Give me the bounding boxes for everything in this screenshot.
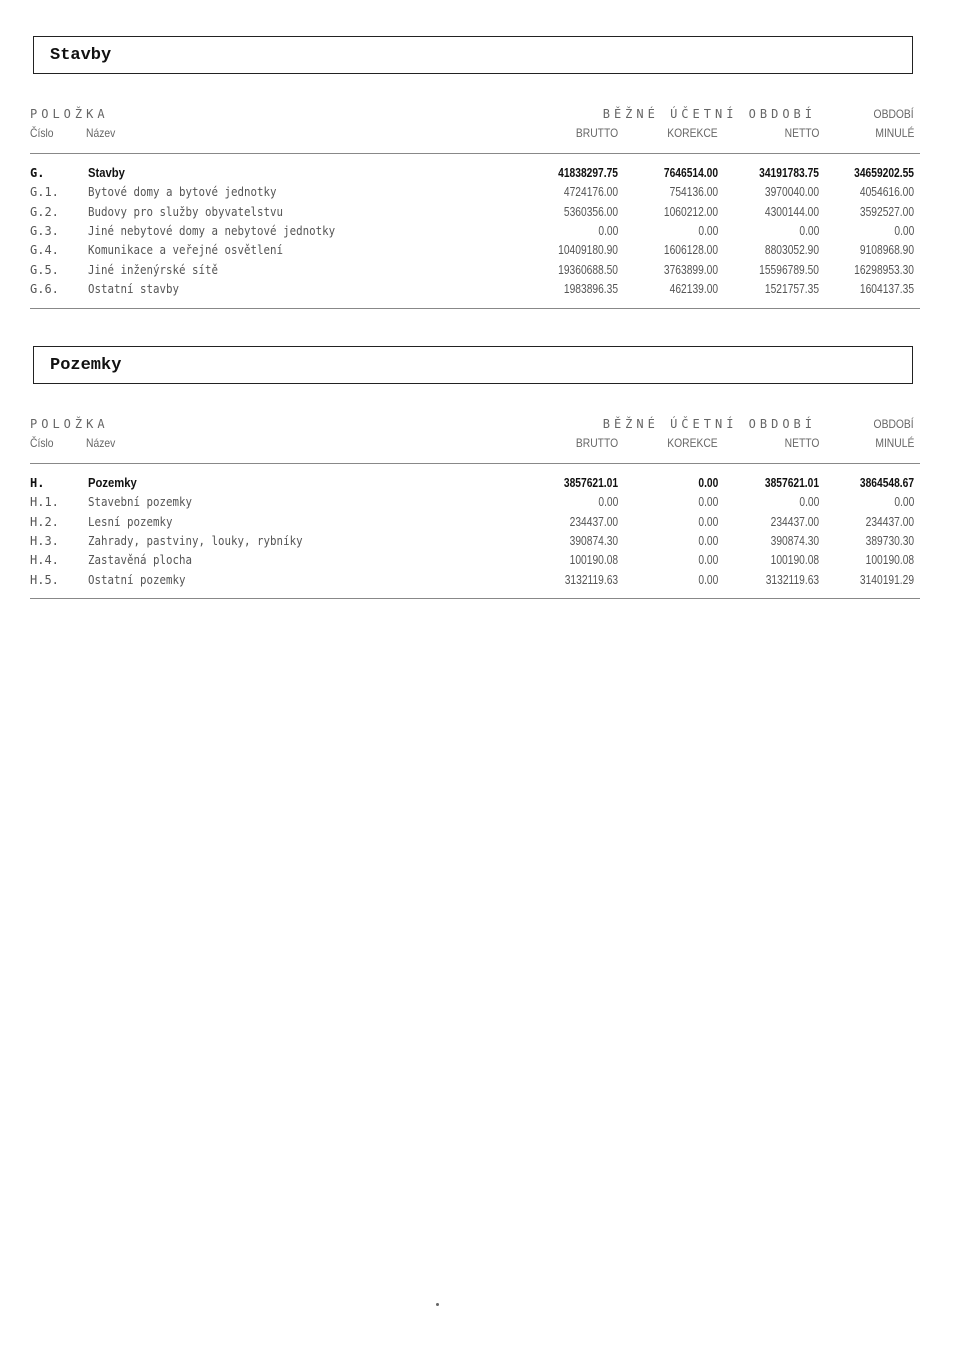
header-rule [30,463,920,464]
row-name: Ostatní stavby [88,281,180,296]
table-row [30,241,920,260]
row-code: G.2. [30,204,59,219]
header-brutto: BRUTTO [575,126,618,140]
section-title: Pozemky [50,356,122,375]
table-row [30,203,920,222]
row-minule: 1604137.35 [859,281,914,296]
row-minule: 234437.00 [865,514,914,529]
row-name: Stavební pozemky [88,495,193,510]
row-code: H.1. [30,495,59,510]
table-row [30,551,920,570]
row-brutto: 0.00 [598,223,618,238]
header-cislo: Číslo [30,126,54,140]
table-row [30,280,920,299]
header-nazev: Název [86,436,116,450]
row-name: Ostatní pozemky [88,572,186,587]
header-rule [30,153,920,154]
table-row [30,493,920,512]
header-netto: NETTO [784,126,819,140]
row-brutto: 5360356.00 [563,204,618,219]
row-code: G.4. [30,243,59,258]
row-code: H.4. [30,553,59,568]
row-korekce: 1060212.00 [663,204,718,219]
header-minule: MINULÉ [875,436,914,450]
section-title-box [33,36,913,74]
row-code: G.1. [30,185,59,200]
table-header [30,417,920,457]
row-name: Stavby [88,166,125,180]
header-obdobi: OBDOBÍ [873,107,914,121]
header-brutto: BRUTTO [575,436,618,450]
section-title: Stavby [50,46,112,65]
row-minule: 16298953.30 [854,262,914,277]
table-row [30,183,920,202]
row-brutto: 3132119.63 [564,572,618,587]
row-minule: 4054616.00 [859,185,914,200]
row-minule: 3140191.29 [859,572,914,587]
row-netto: 3132119.63 [765,572,819,587]
row-code: H.3. [30,533,59,548]
row-netto: 15596789.50 [759,262,819,277]
table-row [30,474,920,493]
table-row [30,164,920,183]
footer-rule [30,598,920,599]
row-korekce: 0.00 [698,533,718,548]
row-netto: 8803052.90 [764,243,819,258]
row-brutto: 234437.00 [569,514,618,529]
row-brutto: 100190.08 [569,553,618,568]
header-korekce: KOREKCE [667,436,718,450]
row-brutto: 1983896.35 [563,281,618,296]
row-code: H. [30,476,45,490]
row-netto: 3970040.00 [764,185,819,200]
row-korekce: 0.00 [698,514,718,529]
row-minule: 9108968.90 [859,243,914,258]
row-netto: 390874.30 [770,533,819,548]
row-minule: 3592527.00 [859,204,914,219]
row-korekce: 3763899.00 [663,262,718,277]
row-minule: 0.00 [894,223,914,238]
row-korekce: 462139.00 [669,281,718,296]
table-row [30,222,920,241]
row-name: Zastavěná plocha [88,553,193,568]
row-netto: 100190.08 [770,553,819,568]
footer-rule [30,308,920,309]
header-polozka: POLOŽKA [30,417,109,431]
row-name: Jiné inženýrské sítě [88,262,219,277]
header-bezne-obdobi: BĚŽNÉ ÚČETNÍ OBDOBÍ [602,107,816,121]
row-brutto: 3857621.01 [563,476,618,490]
row-code: G.3. [30,223,59,238]
row-netto: 34191783.75 [759,166,819,180]
table-header [30,107,920,147]
row-brutto: 41838297.75 [558,166,618,180]
row-korekce: 0.00 [698,476,718,490]
header-polozka: POLOŽKA [30,107,109,121]
row-netto: 1521757.35 [764,281,819,296]
row-netto: 0.00 [799,495,819,510]
header-bezne-obdobi: BĚŽNÉ ÚČETNÍ OBDOBÍ [602,417,816,431]
row-name: Jiné nebytové domy a nebytové jednotky [88,223,336,238]
table-row [30,532,920,551]
row-name: Lesní pozemky [88,514,173,529]
table-row [30,513,920,532]
row-brutto: 10409180.90 [558,243,618,258]
row-brutto: 390874.30 [569,533,618,548]
row-korekce: 7646514.00 [663,166,718,180]
row-netto: 4300144.00 [764,204,819,219]
row-minule: 34659202.55 [854,166,914,180]
row-netto: 0.00 [799,223,819,238]
row-korekce: 1606128.00 [663,243,718,258]
row-minule: 100190.08 [865,553,914,568]
row-name: Budovy pro služby obyvatelstvu [88,204,284,219]
row-korekce: 0.00 [698,223,718,238]
row-name: Komunikace a veřejné osvětlení [88,243,284,258]
table-row [30,261,920,280]
row-minule: 0.00 [894,495,914,510]
header-korekce: KOREKCE [667,126,718,140]
row-name: Pozemky [88,476,137,490]
section-title-box [33,346,913,384]
row-brutto: 0.00 [598,495,618,510]
row-netto: 3857621.01 [764,476,819,490]
row-code: G.6. [30,281,59,296]
row-minule: 3864548.67 [859,476,914,490]
row-korekce: 0.00 [698,495,718,510]
header-obdobi: OBDOBÍ [873,417,914,431]
header-netto: NETTO [784,436,819,450]
row-code: G. [30,166,45,180]
header-minule: MINULÉ [875,126,914,140]
table-row [30,571,920,590]
header-nazev: Název [86,126,116,140]
row-brutto: 19360688.50 [558,262,618,277]
row-brutto: 4724176.00 [563,185,618,200]
row-name: Bytové domy a bytové jednotky [88,185,277,200]
row-netto: 234437.00 [770,514,819,529]
row-name: Zahrady, pastviny, louky, rybníky [88,533,303,548]
row-code: H.2. [30,514,59,529]
row-code: H.5. [30,572,59,587]
row-korekce: 0.00 [698,572,718,587]
row-code: G.5. [30,262,59,277]
scan-speck [436,1303,439,1306]
header-cislo: Číslo [30,436,54,450]
row-korekce: 0.00 [698,553,718,568]
row-minule: 389730.30 [865,533,914,548]
row-korekce: 754136.00 [669,185,718,200]
